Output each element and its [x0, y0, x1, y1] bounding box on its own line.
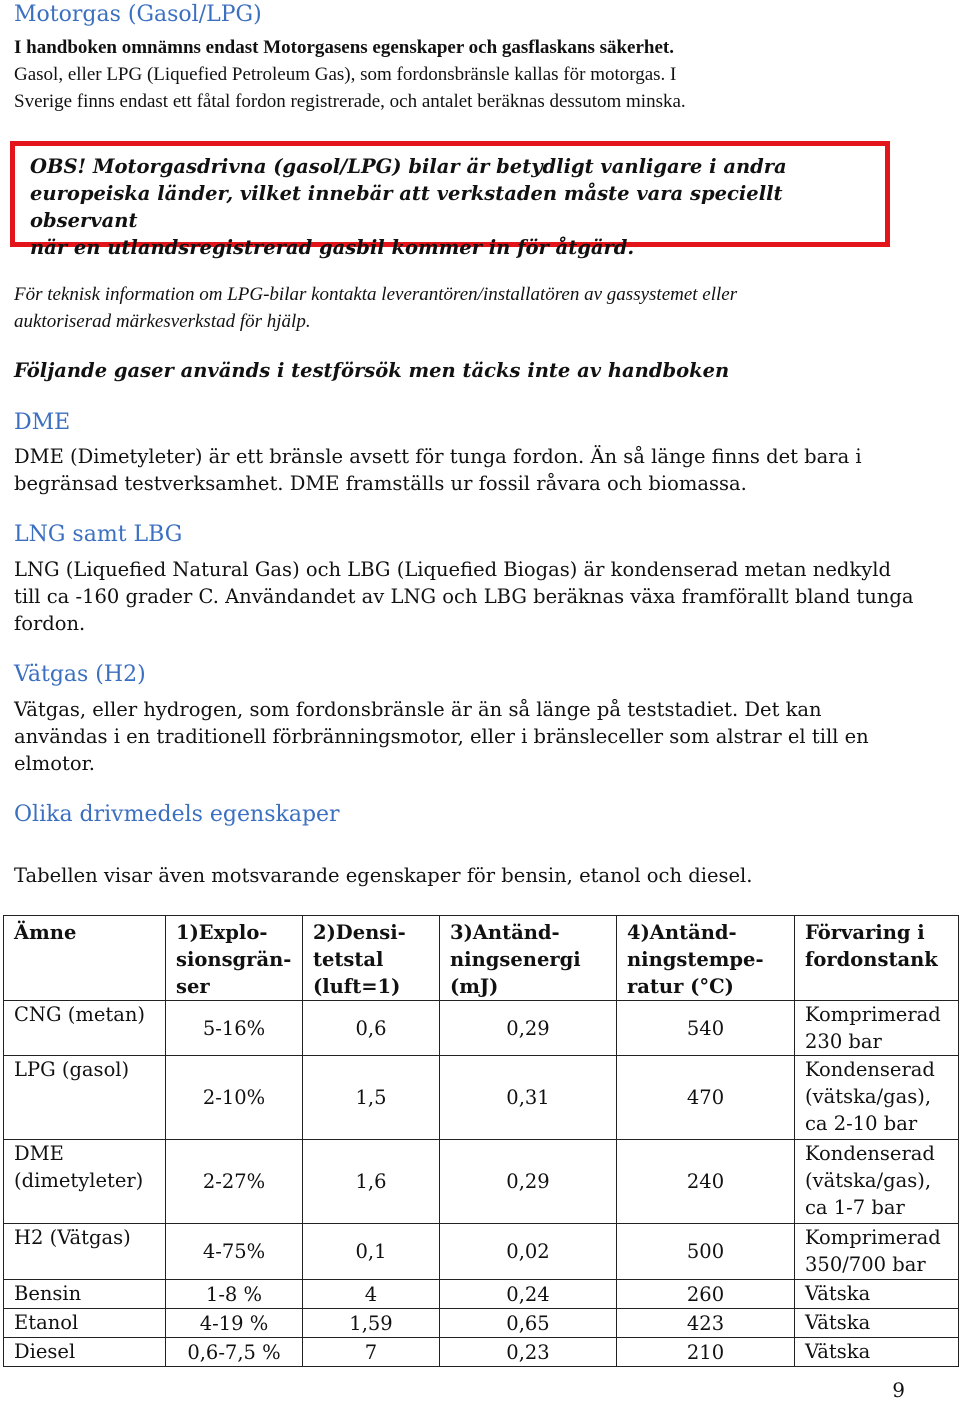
table-row	[4, 1309, 959, 1338]
cell-temperature: 210	[617, 1338, 795, 1367]
table-row	[4, 1338, 959, 1367]
table-row	[4, 1280, 959, 1309]
cell-substance: DME (dimetyleter)	[4, 1140, 166, 1224]
header-storage: Förvaring i fordonstank	[795, 916, 959, 1001]
obs-warning-text	[30, 153, 870, 261]
cell-energy: 0,65	[440, 1309, 617, 1338]
cell-substance: Diesel	[4, 1338, 166, 1367]
cell-storage: Vätska	[795, 1280, 959, 1309]
motorgas-lead: I handboken omnämns endast Motorgasens egenskaper och gasflaskans säkerhet.	[14, 37, 674, 58]
cell-temperature: 540	[617, 1001, 795, 1056]
header-ignition-temperature: 4)Antänd- ningstempe- ratur (°C)	[617, 916, 795, 1001]
obs-line-1: OBS! Motorgasdrivna (gasol/LPG) bilar är betydligt vanligare i andra	[30, 155, 787, 178]
h2-line-3: elmotor.	[14, 752, 95, 775]
cell-temperature: 240	[617, 1140, 795, 1224]
cell-substance: Etanol	[4, 1309, 166, 1338]
info-line-2: auktoriserad märkesverkstad för hjälp.	[14, 311, 311, 332]
dme-line-1: DME (Dimetyleter) är ett bränsle avsett för tunga fordon. Än så länge finns det bara i	[14, 445, 862, 468]
lng-line-2: till ca -160 grader C. Användandet av LNG och LBG beräknas växa framförallt bland tunga	[14, 585, 914, 608]
cell-explosion: 2-10%	[166, 1056, 303, 1140]
lng-line-1: LNG (Liquefied Natural Gas) och LBG (Liquefied Biogas) är kondenserad metan nedkyld	[14, 558, 891, 581]
cell-substance: Bensin	[4, 1280, 166, 1309]
cell-temperature: 470	[617, 1056, 795, 1140]
table-row	[4, 1140, 959, 1224]
h2-line-2: användas i en traditionell förbränningsmotor, eller i bränsleceller som alstrar el till en	[14, 725, 869, 748]
test-gases-heading: Följande gaser används i testförsök men täcks inte av handboken	[14, 359, 730, 382]
motorgas-line-2: Sverige finns endast ett fåtal fordon registrerade, och antalet beräknas dessutom minska.	[14, 91, 686, 112]
cell-explosion: 1-8 %	[166, 1280, 303, 1309]
header-density: 2)Densi- tetstal (luft=1)	[303, 916, 440, 1001]
heading-h2: Vätgas (H2)	[14, 662, 146, 687]
table-row	[4, 1056, 959, 1140]
cell-energy: 0,31	[440, 1056, 617, 1140]
cell-temperature: 423	[617, 1309, 795, 1338]
cell-storage: Vätska	[795, 1309, 959, 1338]
properties-intro: Tabellen visar även motsvarande egenskaper för bensin, etanol och diesel.	[14, 864, 753, 887]
cell-storage: Komprimerad 350/700 bar	[795, 1224, 959, 1280]
cell-explosion: 4-19 %	[166, 1309, 303, 1338]
dme-line-2: begränsad testverksamhet. DME framställs ur fossil råvara och biomassa.	[14, 472, 747, 495]
heading-dme: DME	[14, 410, 71, 435]
cell-energy: 0,23	[440, 1338, 617, 1367]
cell-substance: H2 (Vätgas)	[4, 1224, 166, 1280]
cell-density: 1,5	[303, 1056, 440, 1140]
obs-line-3: när en utlandsregistrerad gasbil kommer in för åtgärd.	[30, 236, 635, 259]
cell-substance: LPG (gasol)	[4, 1056, 166, 1140]
cell-storage: Kondenserad (vätska/gas), ca 2-10 bar	[795, 1056, 959, 1140]
lng-line-3: fordon.	[14, 612, 86, 635]
table-header-row	[4, 916, 959, 1001]
heading-motorgas: Motorgas (Gasol/LPG)	[14, 2, 262, 27]
heading-properties: Olika drivmedels egenskaper	[14, 802, 340, 827]
cell-density: 1,59	[303, 1309, 440, 1338]
cell-explosion: 5-16%	[166, 1001, 303, 1056]
table-row	[4, 1224, 959, 1280]
cell-substance: CNG (metan)	[4, 1001, 166, 1056]
cell-storage: Komprimerad 230 bar	[795, 1001, 959, 1056]
obs-line-2: europeiska länder, vilket innebär att verkstaden måste vara speciellt observant	[30, 182, 783, 232]
cell-explosion: 0,6-7,5 %	[166, 1338, 303, 1367]
info-line-1: För teknisk information om LPG-bilar kontakta leverantören/installatören av gassystemet eller	[14, 284, 738, 305]
cell-storage: Vätska	[795, 1338, 959, 1367]
cell-density: 1,6	[303, 1140, 440, 1224]
page-number: 9	[892, 1378, 905, 1402]
cell-density: 0,6	[303, 1001, 440, 1056]
motorgas-line-1: Gasol, eller LPG (Liquefied Petroleum Gas), som fordonsbränsle kallas för motorgas. I	[14, 64, 677, 85]
cell-temperature: 260	[617, 1280, 795, 1309]
table-row	[4, 1001, 959, 1056]
header-substance: Ämne	[4, 916, 166, 1001]
cell-explosion: 2-27%	[166, 1140, 303, 1224]
cell-density: 4	[303, 1280, 440, 1309]
cell-density: 7	[303, 1338, 440, 1367]
cell-energy: 0,24	[440, 1280, 617, 1309]
cell-storage: Kondenserad (vätska/gas), ca 1-7 bar	[795, 1140, 959, 1224]
h2-line-1: Vätgas, eller hydrogen, som fordonsbränsle är än så länge på teststadiet. Det kan	[14, 698, 822, 721]
cell-energy: 0,29	[440, 1140, 617, 1224]
header-ignition-energy: 3)Antänd- ningsenergi (mJ)	[440, 916, 617, 1001]
cell-energy: 0,29	[440, 1001, 617, 1056]
cell-density: 0,1	[303, 1224, 440, 1280]
fuel-properties-table	[3, 915, 959, 1367]
header-explosion-limits: 1)Explo- sionsgrän- ser	[166, 916, 303, 1001]
cell-temperature: 500	[617, 1224, 795, 1280]
cell-explosion: 4-75%	[166, 1224, 303, 1280]
cell-energy: 0,02	[440, 1224, 617, 1280]
heading-lng: LNG samt LBG	[14, 522, 183, 547]
